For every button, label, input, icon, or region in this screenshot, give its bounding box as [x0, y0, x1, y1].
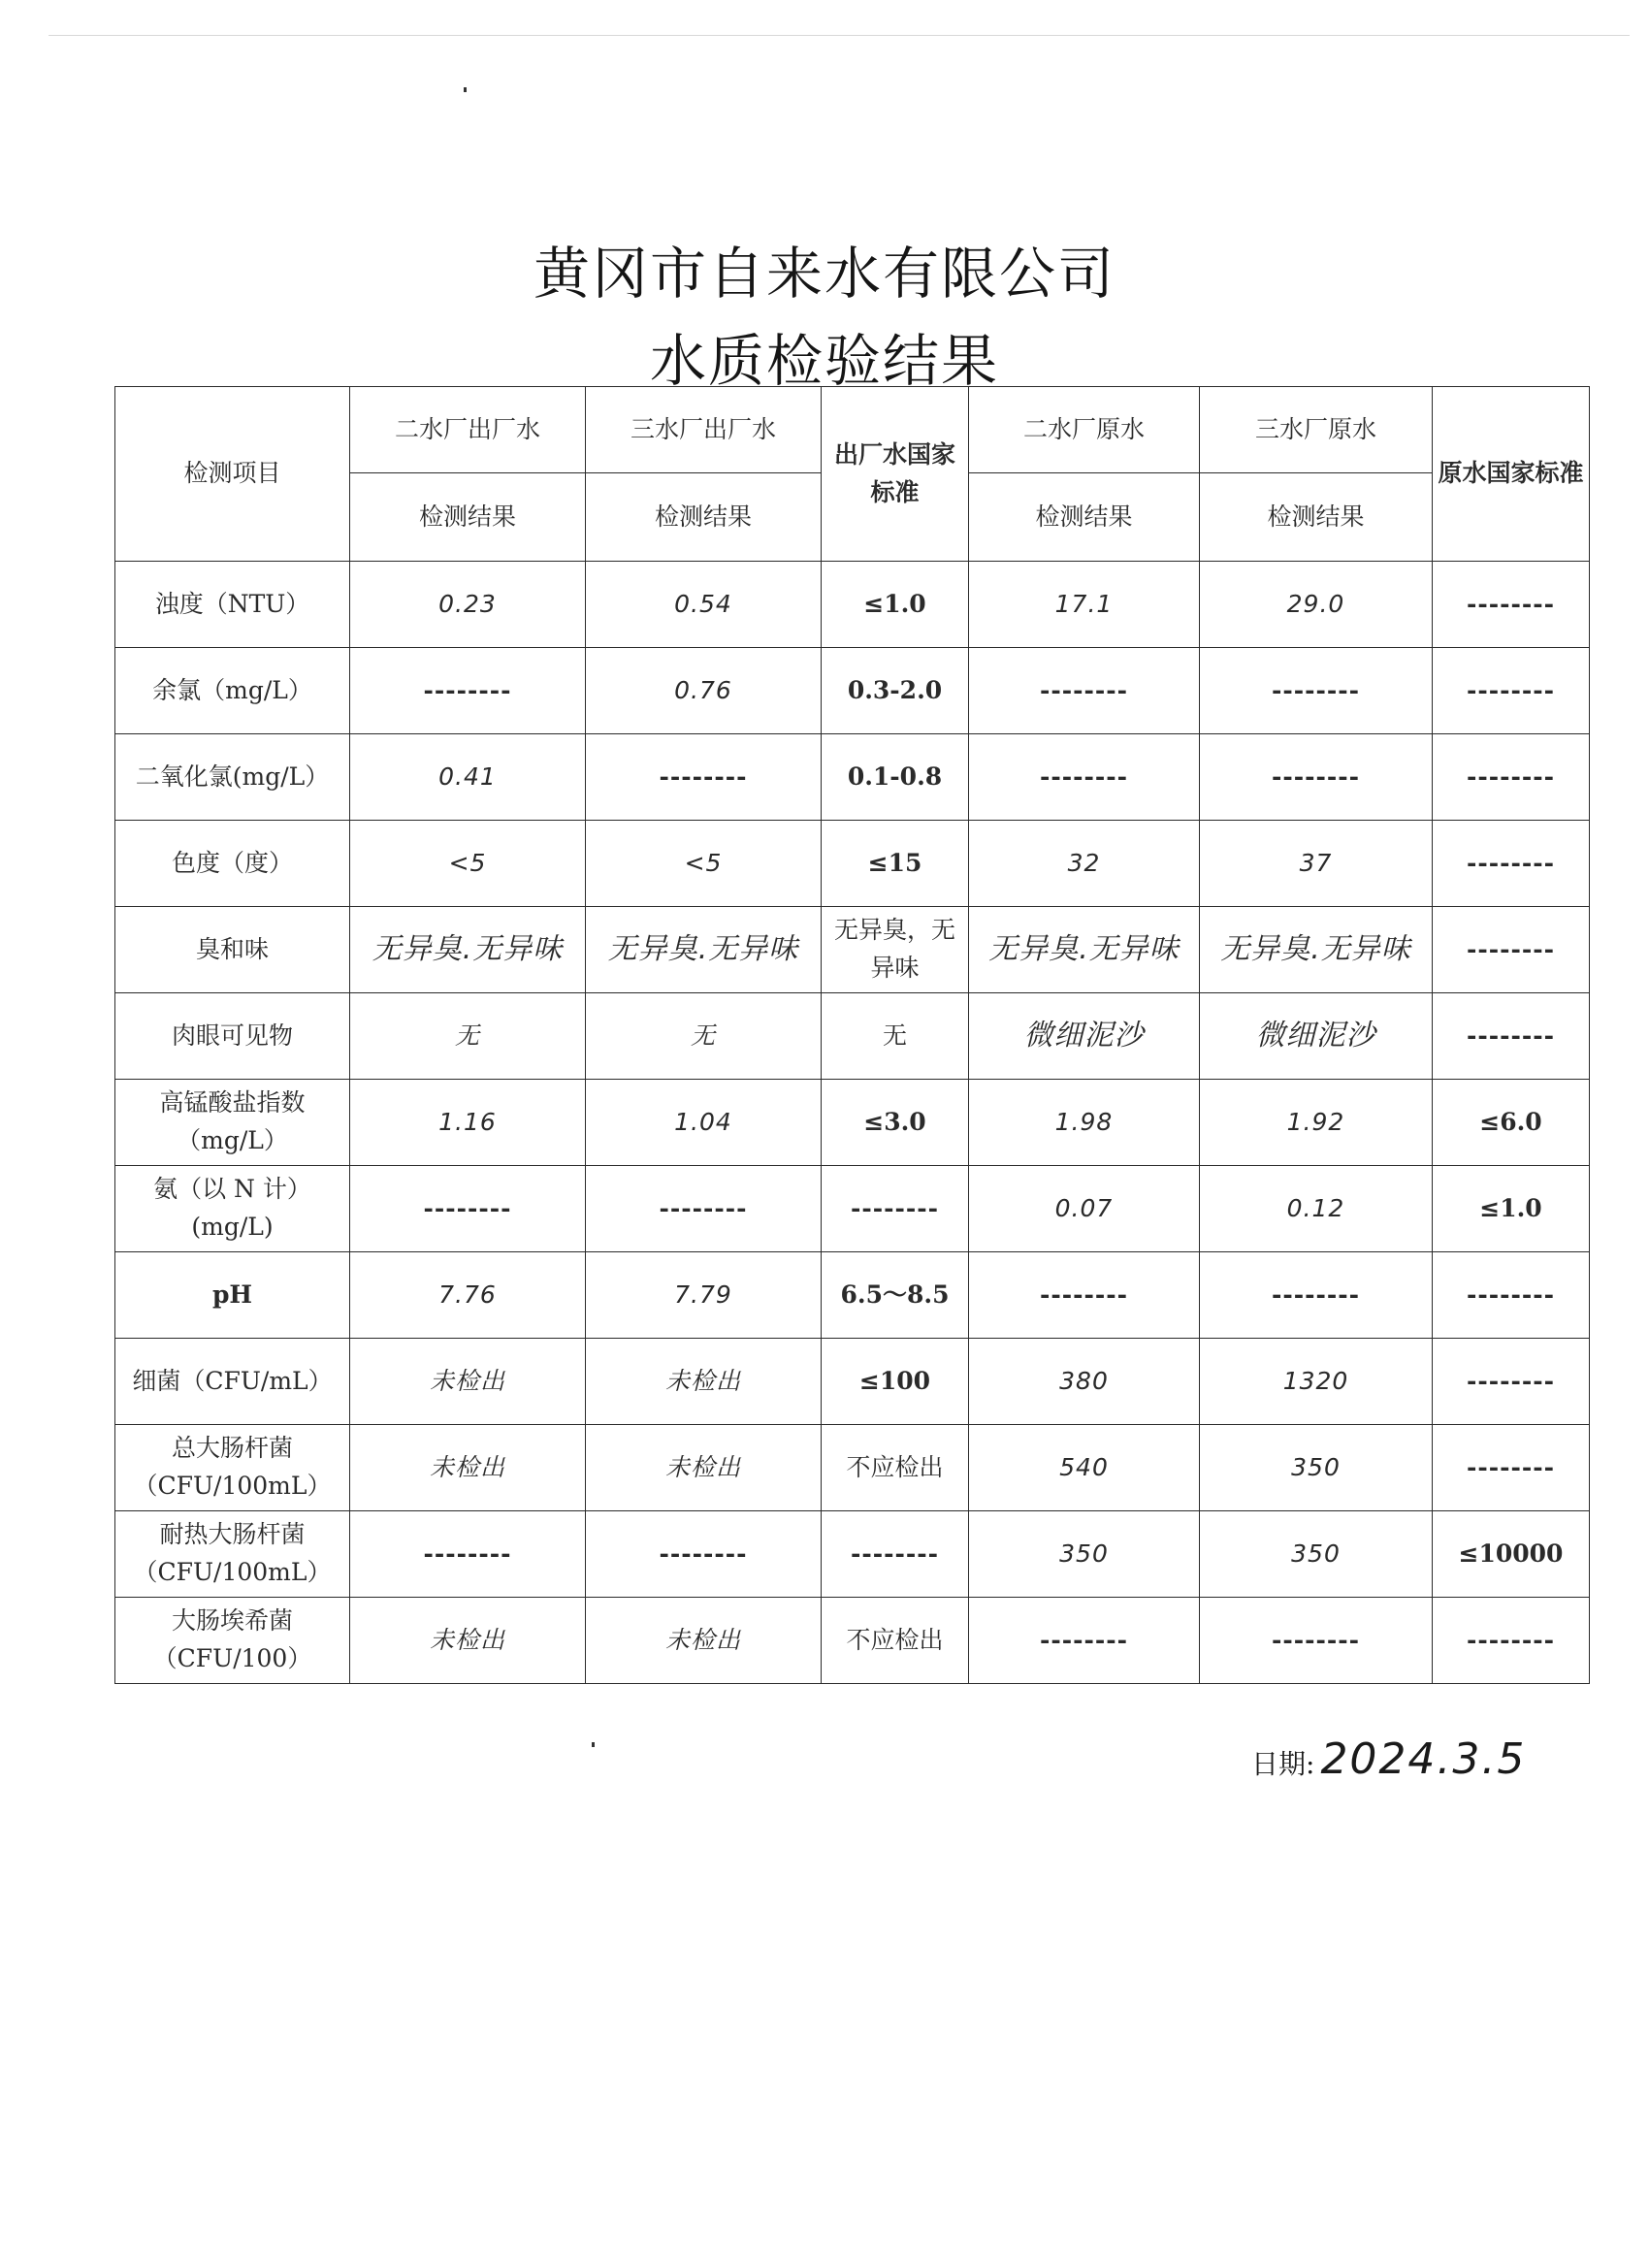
cell-out-std: 不应检出 [822, 1598, 969, 1684]
row-item: 细菌（CFU/mL） [115, 1339, 350, 1425]
header-result: 检测结果 [1200, 473, 1433, 562]
cell-out-std: 0.1-0.8 [822, 734, 969, 821]
cell-p2-raw: 0.07 [969, 1166, 1200, 1252]
cell-p2-out: 0.41 [350, 734, 586, 821]
cell-p3-raw: 350 [1200, 1425, 1433, 1511]
header-plant2-out: 二水厂出厂水 [350, 387, 586, 473]
date-label: 日期: [1251, 1748, 1315, 1780]
water-quality-table [114, 386, 1590, 1684]
cell-p2-out: 无异臭.无异味 [350, 907, 586, 993]
cell-p3-raw: 微细泥沙 [1200, 993, 1433, 1080]
row-item: 浊度（NTU） [115, 562, 350, 648]
table-row [115, 1511, 1590, 1598]
cell-p2-out: 未检出 [350, 1598, 586, 1684]
cell-out-std: ≤15 [822, 821, 969, 907]
cell-p3-raw: -------- [1200, 1252, 1433, 1339]
date-value: 2024.3.5 [1320, 1734, 1527, 1784]
cell-p2-out: 无 [350, 993, 586, 1080]
cell-raw-std: ≤10000 [1433, 1511, 1590, 1598]
cell-raw-std: -------- [1433, 1598, 1590, 1684]
row-item: 色度（度） [115, 821, 350, 907]
cell-p3-raw: -------- [1200, 648, 1433, 734]
row-item: 高锰酸盐指数（mg/L） [115, 1080, 350, 1166]
cell-p2-raw: 17.1 [969, 562, 1200, 648]
cell-p2-raw: 350 [969, 1511, 1200, 1598]
header-plant3-out: 三水厂出厂水 [586, 387, 822, 473]
header-result: 检测结果 [586, 473, 822, 562]
cell-raw-std: -------- [1433, 734, 1590, 821]
row-item: 肉眼可见物 [115, 993, 350, 1080]
table-row [115, 1166, 1590, 1252]
cell-raw-std: -------- [1433, 1252, 1590, 1339]
table-row [115, 1252, 1590, 1339]
header-item: 检测项目 [115, 387, 350, 562]
header-out-std: 出厂水国家标准 [822, 387, 969, 562]
cell-out-std: 不应检出 [822, 1425, 969, 1511]
cell-p2-raw: 无异臭.无异味 [969, 907, 1200, 993]
cell-out-std: 6.5～8.5 [822, 1252, 969, 1339]
scan-edge-line [48, 35, 1630, 36]
cell-raw-std: -------- [1433, 1339, 1590, 1425]
cell-p2-raw: 32 [969, 821, 1200, 907]
row-item: 耐热大肠杆菌（CFU/100mL） [115, 1511, 350, 1598]
cell-p3-raw: 1320 [1200, 1339, 1433, 1425]
row-item: 余氯（mg/L） [115, 648, 350, 734]
header-row-1 [115, 387, 1590, 473]
cell-p3-out: 0.54 [586, 562, 822, 648]
cell-raw-std: -------- [1433, 993, 1590, 1080]
table-row [115, 648, 1590, 734]
cell-out-std: ≤100 [822, 1339, 969, 1425]
cell-p3-out: 未检出 [586, 1425, 822, 1511]
cell-p2-raw: 540 [969, 1425, 1200, 1511]
cell-p3-raw: 350 [1200, 1511, 1433, 1598]
cell-p3-out: 无异臭.无异味 [586, 907, 822, 993]
cell-p3-out: 未检出 [586, 1598, 822, 1684]
cell-p2-out: -------- [350, 1166, 586, 1252]
cell-p3-out: 未检出 [586, 1339, 822, 1425]
cell-p3-out: -------- [586, 1166, 822, 1252]
cell-p2-raw: -------- [969, 648, 1200, 734]
row-item: 二氧化氯(mg/L） [115, 734, 350, 821]
cell-p2-raw: 1.98 [969, 1080, 1200, 1166]
cell-raw-std: ≤1.0 [1433, 1166, 1590, 1252]
table-row [115, 1425, 1590, 1511]
cell-out-std: ≤1.0 [822, 562, 969, 648]
report-date [1251, 1734, 1526, 1784]
cell-raw-std: -------- [1433, 562, 1590, 648]
cell-p3-raw: 无异臭.无异味 [1200, 907, 1433, 993]
cell-p2-out: 未检出 [350, 1425, 586, 1511]
cell-p3-out: 1.04 [586, 1080, 822, 1166]
cell-p3-out: 0.76 [586, 648, 822, 734]
row-item: 氨（以 N 计）(mg/L) [115, 1166, 350, 1252]
cell-p2-out: 未检出 [350, 1339, 586, 1425]
cell-p3-out: 无 [586, 993, 822, 1080]
header-result: 检测结果 [350, 473, 586, 562]
cell-p2-out: 1.16 [350, 1080, 586, 1166]
row-item: 总大肠杆菌（CFU/100mL） [115, 1425, 350, 1511]
cell-p3-raw: -------- [1200, 734, 1433, 821]
row-item: 臭和味 [115, 907, 350, 993]
cell-p2-out: -------- [350, 1511, 586, 1598]
cell-p2-raw: -------- [969, 1598, 1200, 1684]
cell-out-std: 无异臭，无异味 [822, 907, 969, 993]
table-row [115, 993, 1590, 1080]
cell-p2-raw: 微细泥沙 [969, 993, 1200, 1080]
header-plant2-raw: 二水厂原水 [969, 387, 1200, 473]
table-row [115, 562, 1590, 648]
table-row [115, 821, 1590, 907]
report-subtitle: 水质检验结果 [649, 328, 999, 394]
row-item: 大肠埃希菌（CFU/100） [115, 1598, 350, 1684]
cell-p3-out: 7.79 [586, 1252, 822, 1339]
cell-p2-out: -------- [350, 648, 586, 734]
cell-raw-std: -------- [1433, 821, 1590, 907]
table-row [115, 734, 1590, 821]
header-raw-std: 原水国家标准 [1433, 387, 1590, 562]
cell-out-std: 无 [822, 993, 969, 1080]
cell-raw-std: -------- [1433, 1425, 1590, 1511]
table-row [115, 1598, 1590, 1684]
cell-p3-out: -------- [586, 1511, 822, 1598]
cell-raw-std: -------- [1433, 648, 1590, 734]
header-result: 检测结果 [969, 473, 1200, 562]
row-item: pH [115, 1252, 350, 1339]
cell-p3-out: <5 [586, 821, 822, 907]
table-row [115, 907, 1590, 993]
table-row [115, 1339, 1590, 1425]
scan-speck [592, 1742, 595, 1747]
cell-raw-std: -------- [1433, 907, 1590, 993]
cell-p2-raw: -------- [969, 1252, 1200, 1339]
cell-p3-out: -------- [586, 734, 822, 821]
cell-p3-raw: 0.12 [1200, 1166, 1433, 1252]
cell-out-std: 0.3-2.0 [822, 648, 969, 734]
cell-p2-out: <5 [350, 821, 586, 907]
cell-p3-raw: 1.92 [1200, 1080, 1433, 1166]
cell-p2-out: 7.76 [350, 1252, 586, 1339]
cell-out-std: ≤3.0 [822, 1080, 969, 1166]
cell-out-std: -------- [822, 1166, 969, 1252]
header-plant3-raw: 三水厂原水 [1200, 387, 1433, 473]
cell-out-std: -------- [822, 1511, 969, 1598]
scan-speck [464, 87, 467, 92]
cell-raw-std: ≤6.0 [1433, 1080, 1590, 1166]
cell-p3-raw: -------- [1200, 1598, 1433, 1684]
table-row [115, 1080, 1590, 1166]
company-title: 黄冈市自来水有限公司 [533, 241, 1116, 307]
cell-p2-out: 0.23 [350, 562, 586, 648]
cell-p3-raw: 37 [1200, 821, 1433, 907]
cell-p2-raw: -------- [969, 734, 1200, 821]
cell-p3-raw: 29.0 [1200, 562, 1433, 648]
cell-p2-raw: 380 [969, 1339, 1200, 1425]
